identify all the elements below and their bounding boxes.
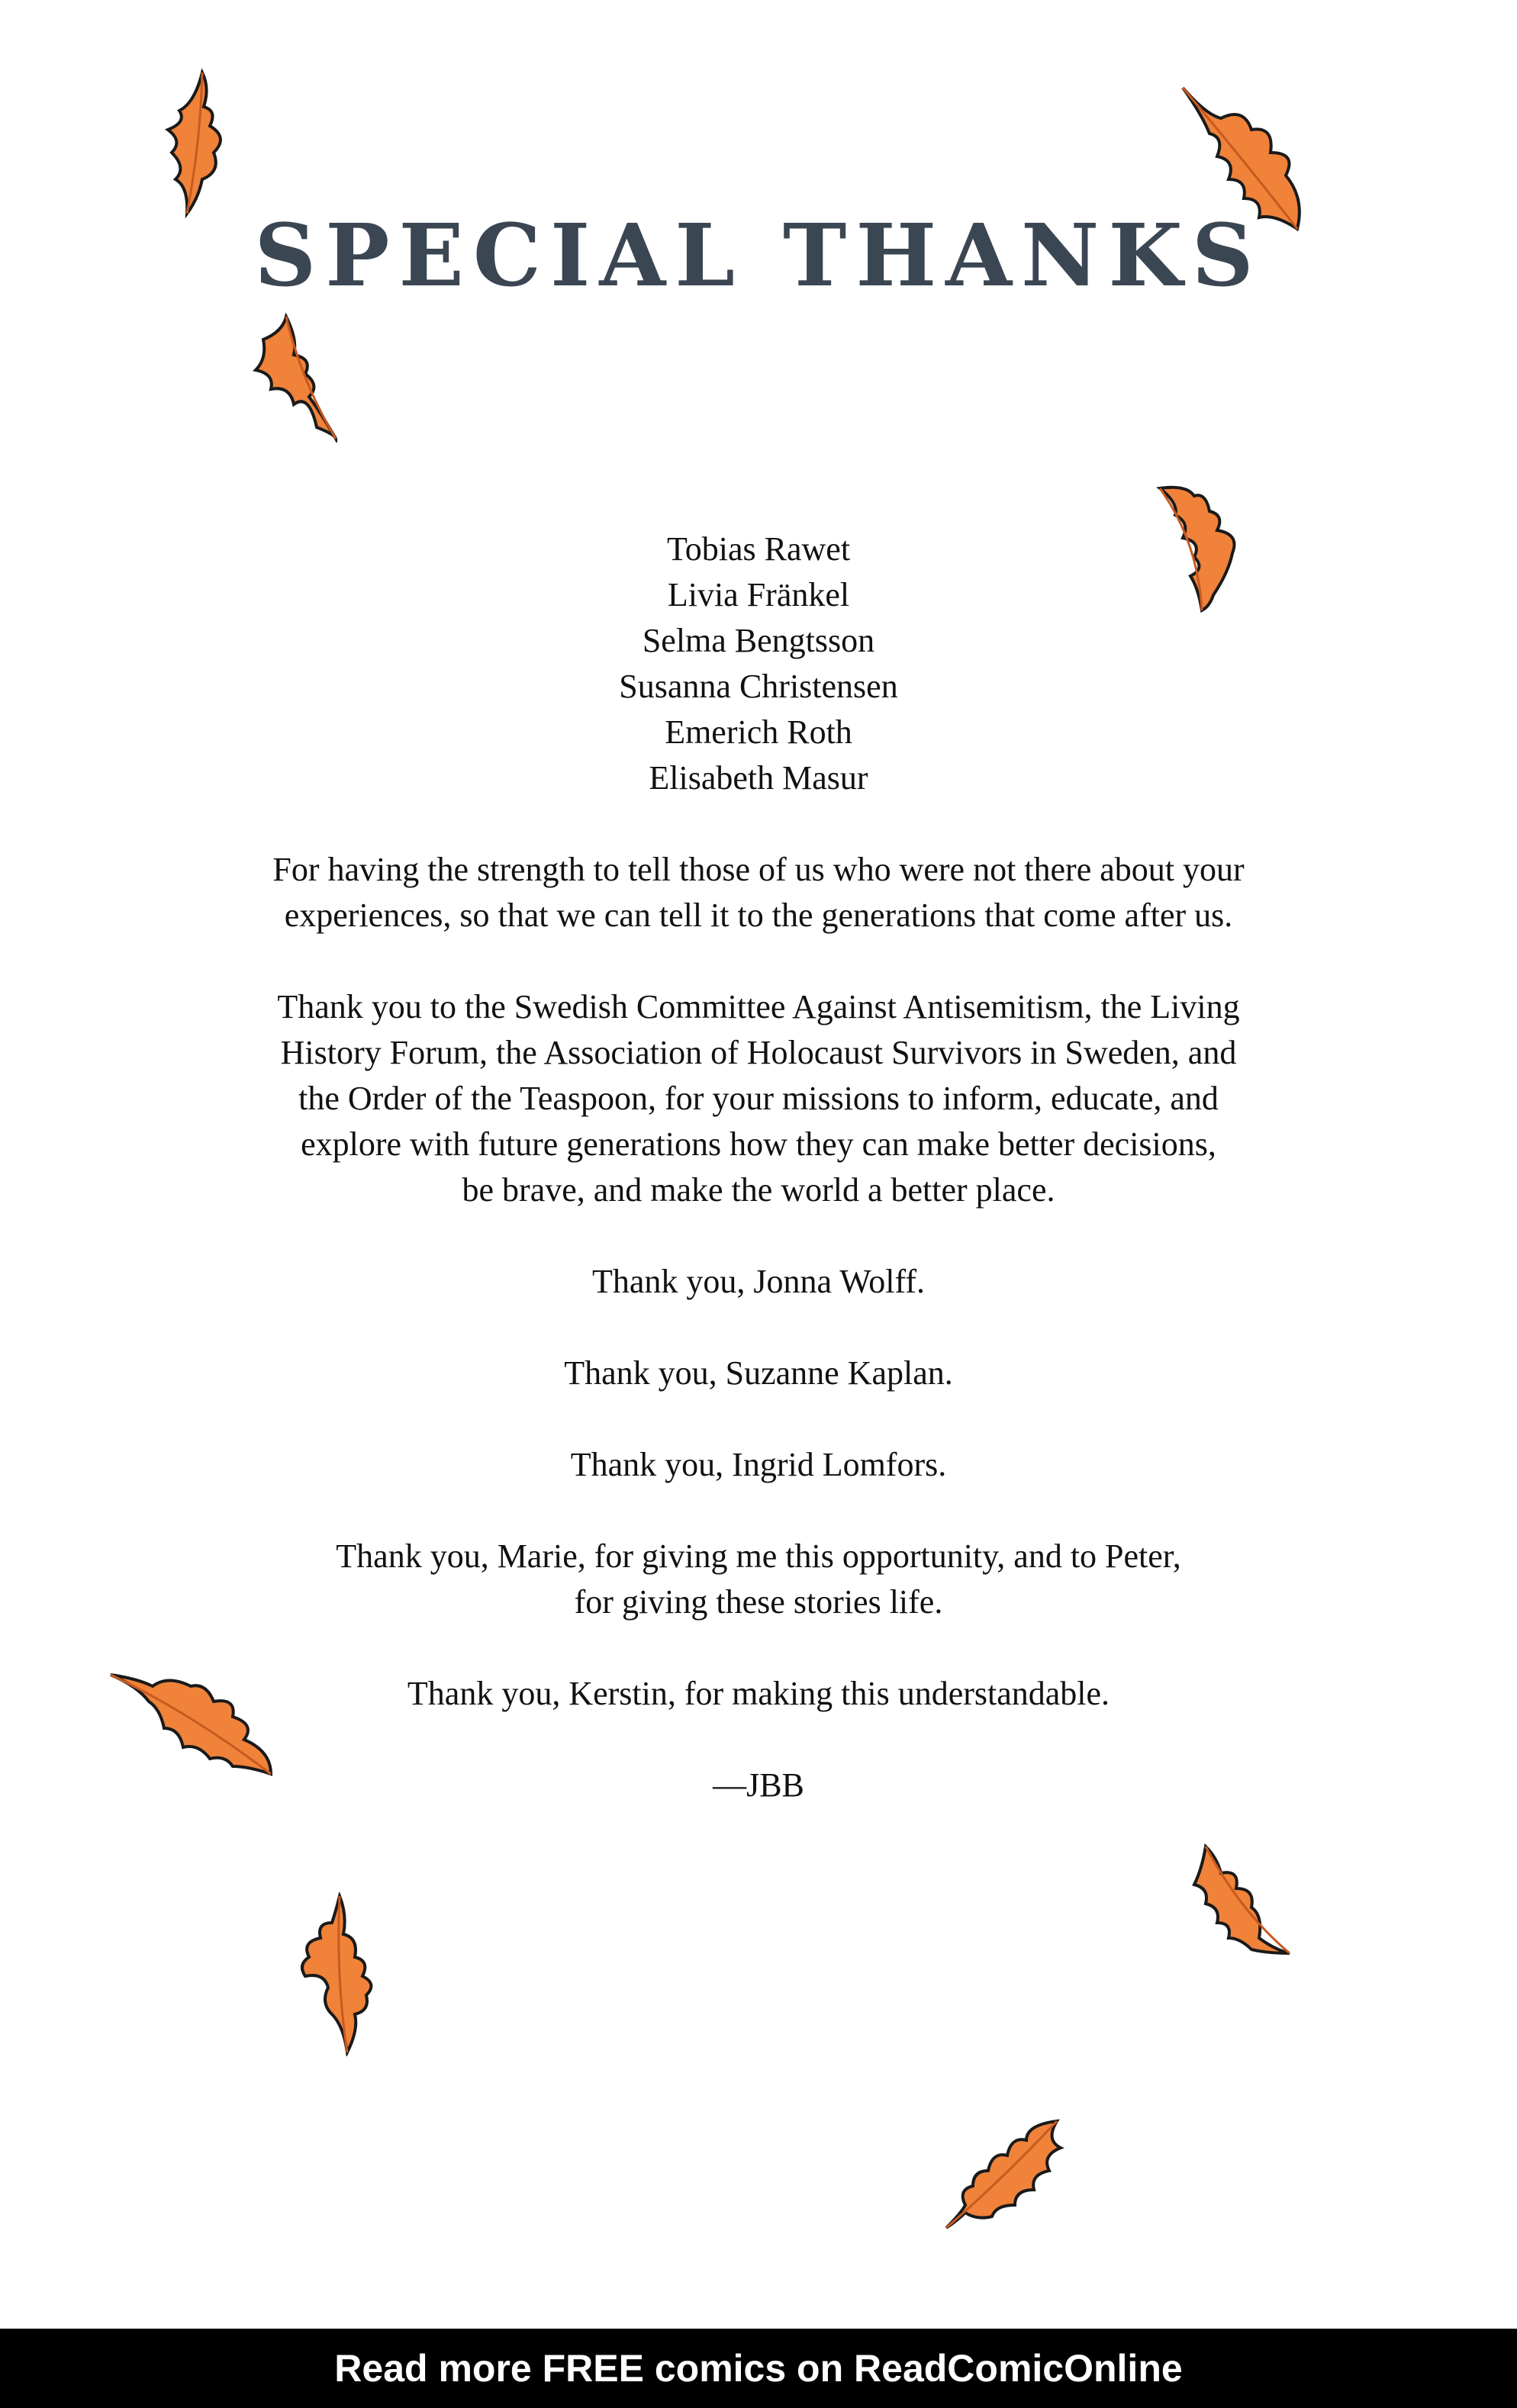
text-line: Thank you, Marie, for giving me this opportunity, and to Peter, [336,1537,1181,1575]
text-line: be brave, and make the world a better place. [462,1171,1055,1209]
paragraph-strength [153,847,1364,938]
name-line: Susanna Christensen [619,668,898,705]
text-line: Thank you, Jonna Wolff. [591,1263,925,1300]
page-title: SPECIAL THANKS [254,206,1263,306]
text-line: the Order of the Teaspoon, for your missions to inform, educate, and [298,1080,1219,1117]
name-line: Emerich Roth [665,713,852,751]
text-line: Thank you, Kerstin, for making this understandable. [407,1675,1110,1712]
text-line: —JBB [713,1766,804,1804]
paragraph-ingrid [153,1442,1364,1488]
leaf-icon [1175,84,1312,237]
signature [153,1763,1364,1808]
text-line: explore with future generations how they can make better decisions, [301,1125,1216,1163]
leaf-icon [942,2117,1068,2232]
text-line: experiences, so that we can tell it to the generations that come after us. [284,897,1233,934]
leaf-icon [1187,1843,1293,1957]
text-line: History Forum, the Association of Holocaust Survivors in Sweden, and [280,1034,1237,1071]
paragraph-marie [153,1534,1364,1625]
text-line: Thank you to the Swedish Committee Against Antisemitism, the Living [277,988,1240,1025]
text-line: for giving these stories life. [574,1583,943,1621]
leaf-icon [290,1892,378,2056]
text-line: Thank you, Suzanne Kaplan. [564,1354,953,1392]
paragraph-kerstin [153,1671,1364,1717]
body-text [153,526,1364,1808]
text-line: For having the strength to tell those of us who were not there about your [272,851,1245,888]
footer-banner[interactable]: Read more FREE comics on ReadComicOnline [0,2329,1517,2408]
name-line: Tobias Rawet [666,530,851,568]
name-line: Livia Fränkel [667,576,850,613]
leaf-icon [248,313,340,443]
leaf-icon [1156,481,1248,614]
paragraph-jonna [153,1259,1364,1305]
paragraph-suzanne [153,1350,1364,1396]
name-line: Elisabeth Masur [649,759,868,797]
leaf-icon [107,1667,279,1778]
name-line: Selma Bengtsson [642,622,875,659]
leaf-icon [156,65,233,225]
text-line: Thank you, Ingrid Lomfors. [570,1446,947,1483]
paragraph-organizations [153,984,1364,1213]
